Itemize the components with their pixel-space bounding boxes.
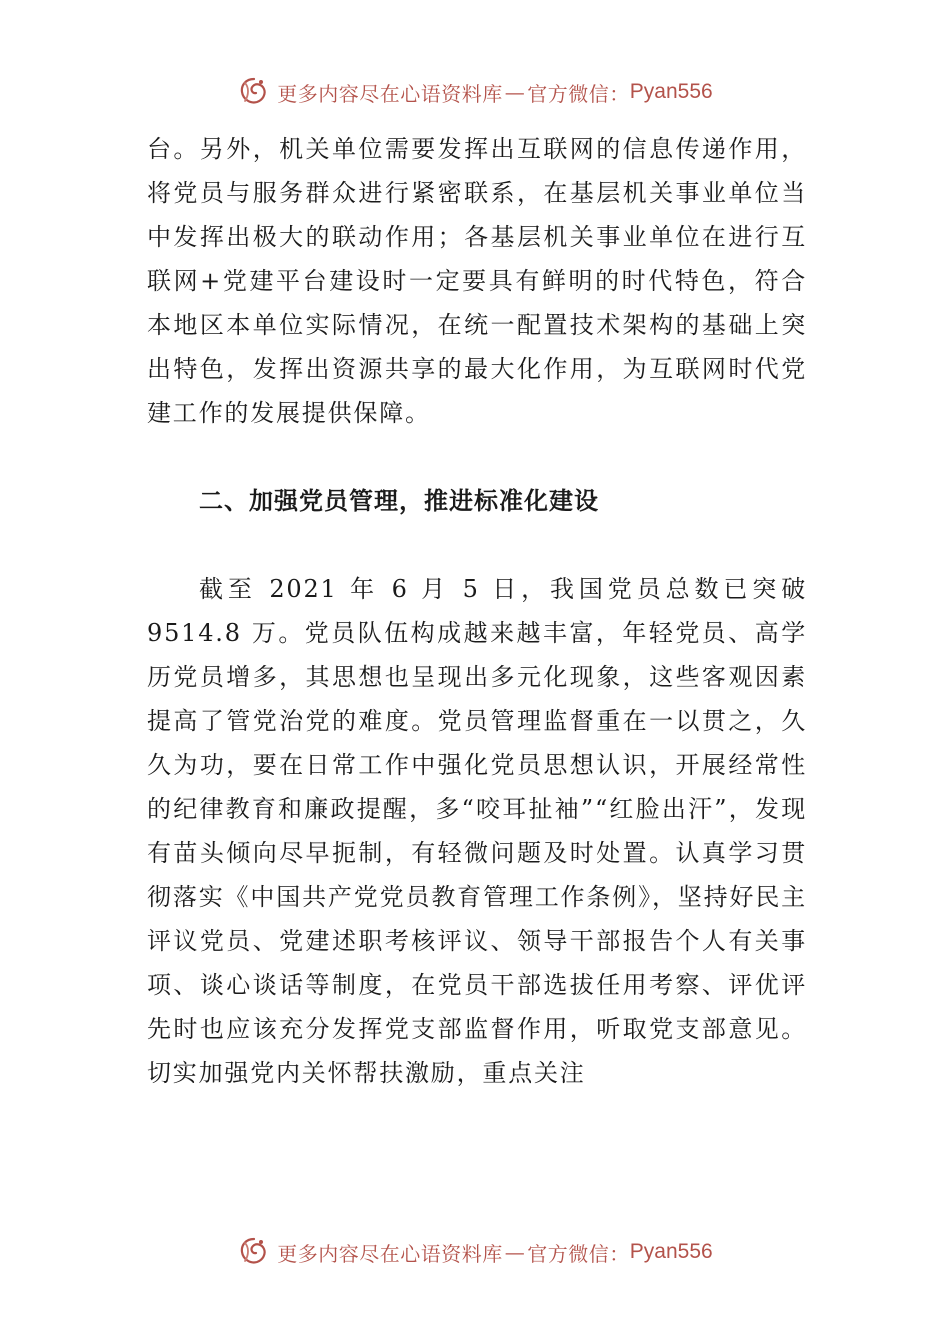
watermark-wechat-id: Pyan556 [629,80,713,103]
paragraph-2: 截至 2021 年 6 月 5 日，我国党员总数已突破 9514.8 万。党员队伍构成越来越丰富，年轻党员、高学历党员增多，其思想也呈现出多元化现象，这些客观因素提高了管党治党的难度。党员管理监督重在一以贯之，久久为功，要在日常工作中强化党员思想认识，开展经常性的纪律教育和廉政提醒，多“咬耳扯袖”“红脸出汗”，发现有苗头倾向尽早扼制，有轻微问题及时处置。认真学习贯彻落实《中国共产党党员教育管理工作条例》，坚持好民主评议党员、党建述职考核评议、领导干部报告个人有关事项、谈心谈话等制度，在党员干部选拔任用考察、评优评先时也应该充分发挥党支部监督作用，听取党支部意见。切实加强党内关怀帮扶激励，重点关注 [147,575,807,1087]
watermark-suffix: 官方微信： [527,81,630,106]
spacer [147,523,807,567]
watermark-separator: — [504,1240,526,1264]
swirl-logo-icon [237,75,271,109]
watermark-text: 更多内容尽在心语资料库 [277,81,503,106]
document-body [147,127,807,1095]
paragraph-1: 台。另外，机关单位需要发挥出互联网的信息传递作用，将党员与服务群众进行紧密联系，在基层机关事业单位当中发挥出极大的联动作用；各基层机关事业单位在进行互联网+党建平台建设时一定要具有鲜明的时代特色，符合本地区本单位实际情况，在统一配置技术架构的基础上突出特色，发挥出资源共享的最大化作用，为互联网时代党建工作的发展提供保障。 [147,135,807,427]
watermark-text: 更多内容尽在心语资料库 [277,1241,503,1266]
watermark-wechat-id: Pyan556 [629,1240,713,1263]
footer-watermark [0,1232,950,1272]
swirl-logo-icon [237,1235,271,1269]
section-heading: 二、加强党员管理，推进标准化建设 [199,487,599,515]
watermark-suffix: 官方微信： [527,1241,630,1266]
spacer [147,435,807,479]
watermark-separator: — [504,80,526,104]
header-watermark [0,72,950,112]
